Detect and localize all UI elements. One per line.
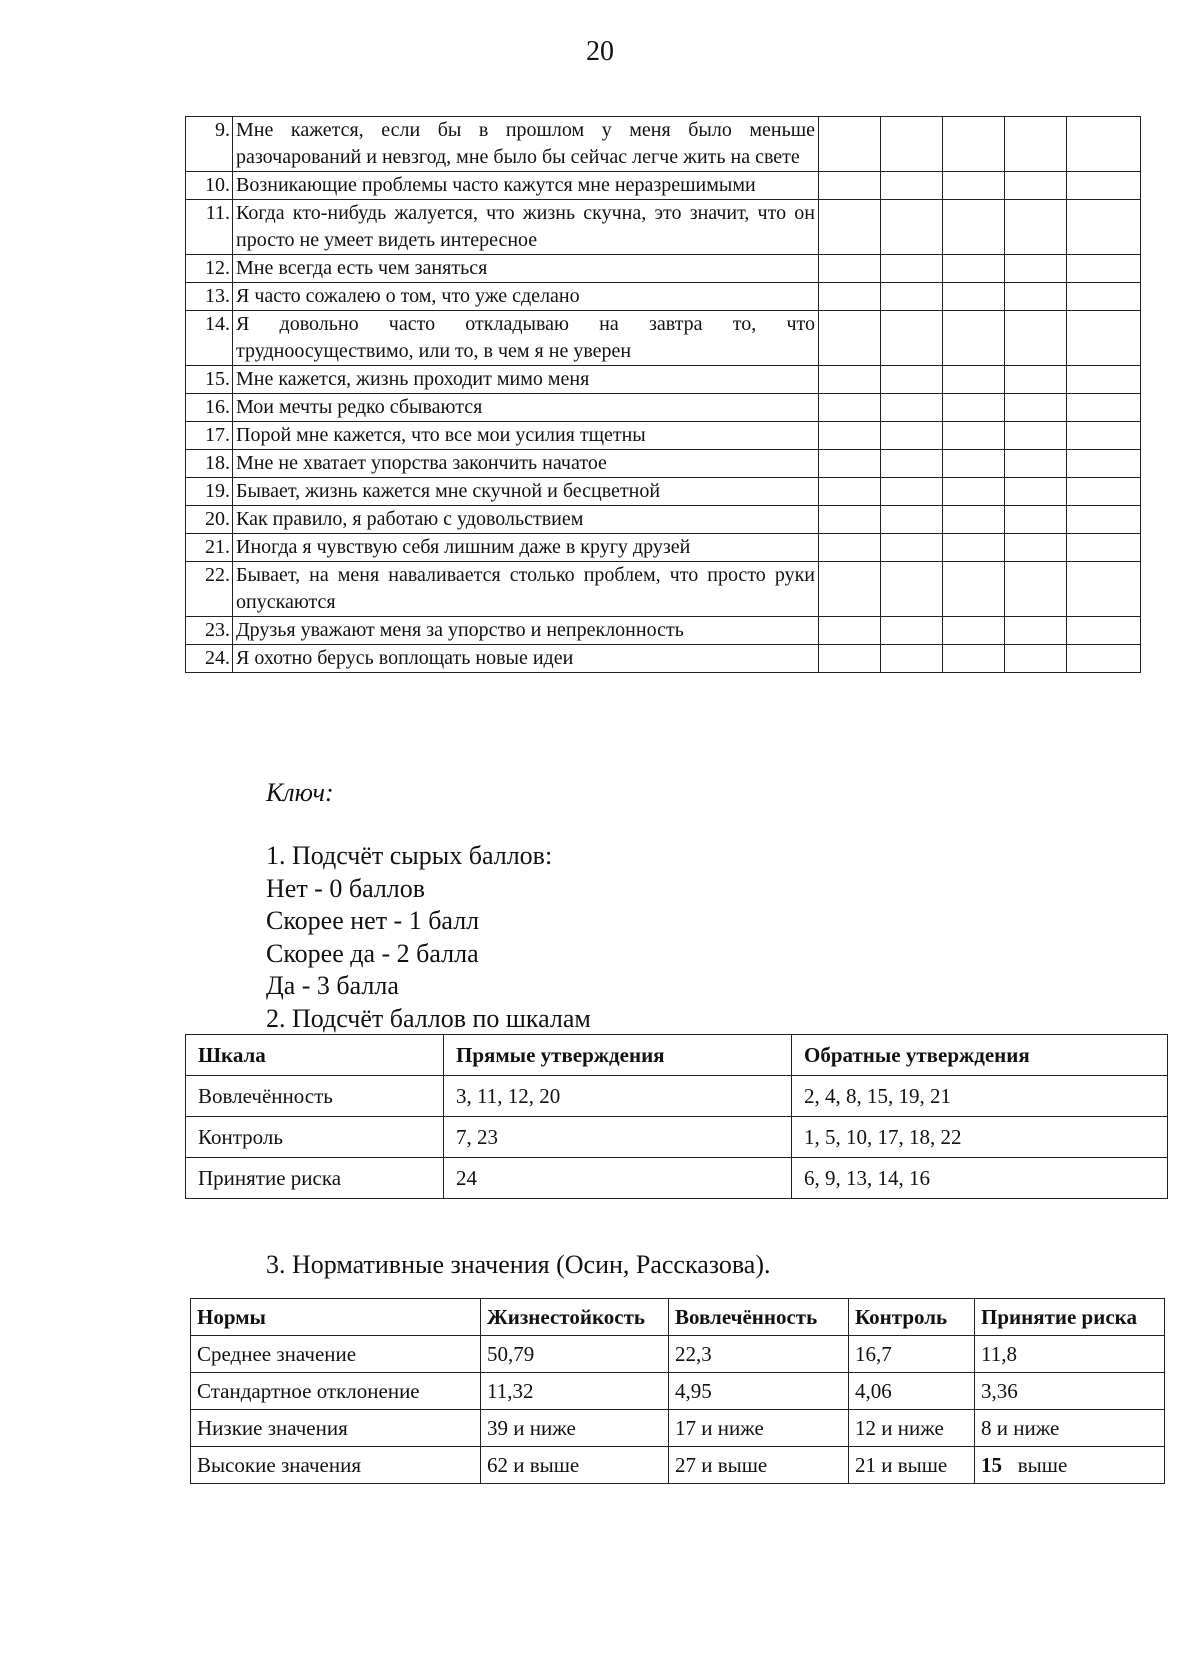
answer-cell bbox=[943, 366, 1005, 394]
question-number: 19. bbox=[186, 478, 233, 506]
answer-cell bbox=[943, 562, 1005, 617]
answer-cell bbox=[1005, 366, 1067, 394]
answer-cell bbox=[1005, 311, 1067, 366]
scales-cell: Контроль bbox=[186, 1117, 444, 1158]
answer-cell bbox=[943, 617, 1005, 645]
questionnaire-row bbox=[186, 283, 1141, 311]
question-text: Мои мечты редко сбываются bbox=[233, 394, 819, 422]
answer-cell bbox=[881, 422, 943, 450]
questionnaire-row bbox=[186, 450, 1141, 478]
questionnaire-row bbox=[186, 255, 1141, 283]
answer-cell bbox=[1067, 534, 1141, 562]
key-step-2: 2. Подсчёт баллов по шкалам bbox=[266, 1003, 591, 1033]
scales-cell: 24 bbox=[444, 1158, 792, 1199]
scales-row bbox=[186, 1117, 1168, 1158]
scales-cell: 7, 23 bbox=[444, 1117, 792, 1158]
answer-cell bbox=[881, 172, 943, 200]
question-number: 23. bbox=[186, 617, 233, 645]
answer-cell bbox=[1005, 450, 1067, 478]
question-number: 12. bbox=[186, 255, 233, 283]
question-text: Мне всегда есть чем заняться bbox=[233, 255, 819, 283]
answer-cell bbox=[1005, 645, 1067, 673]
answer-cell bbox=[1067, 450, 1141, 478]
scales-header-cell: Прямые утверждения bbox=[444, 1035, 792, 1076]
answer-cell bbox=[819, 117, 881, 172]
answer-cell bbox=[1005, 200, 1067, 255]
answer-cell bbox=[1067, 255, 1141, 283]
questionnaire-row bbox=[186, 394, 1141, 422]
questionnaire-row bbox=[186, 172, 1141, 200]
answer-cell bbox=[943, 394, 1005, 422]
answer-cell bbox=[881, 645, 943, 673]
answer-cell bbox=[819, 200, 881, 255]
answer-cell bbox=[1005, 394, 1067, 422]
questionnaire-row bbox=[186, 117, 1141, 172]
key-step-1: 1. Подсчёт сырых баллов: bbox=[266, 841, 553, 870]
answer-cell bbox=[1067, 172, 1141, 200]
norms-header-cell: Нормы bbox=[191, 1299, 481, 1336]
question-number: 15. bbox=[186, 366, 233, 394]
key-title: Ключ: bbox=[266, 778, 334, 807]
answer-cell bbox=[819, 506, 881, 534]
scales-table bbox=[185, 1034, 1168, 1199]
question-text: Бывает, на меня наваливается столько проблем, что просто руки опускаются bbox=[233, 562, 819, 617]
questionnaire-row bbox=[186, 200, 1141, 255]
answer-cell bbox=[1005, 617, 1067, 645]
norms-cell: 39 и ниже bbox=[481, 1410, 669, 1447]
answer-cell bbox=[1067, 283, 1141, 311]
norms-row bbox=[191, 1373, 1165, 1410]
answer-cell bbox=[1005, 562, 1067, 617]
question-number: 20. bbox=[186, 506, 233, 534]
answer-cell bbox=[881, 617, 943, 645]
norms-row bbox=[191, 1447, 1165, 1484]
answer-cell bbox=[881, 283, 943, 311]
question-number: 22. bbox=[186, 562, 233, 617]
answer-cell bbox=[943, 422, 1005, 450]
answer-cell bbox=[1067, 506, 1141, 534]
question-text: Я охотно берусь воплощать новые идеи bbox=[233, 645, 819, 673]
answer-cell bbox=[1005, 283, 1067, 311]
norms-cell: 3,36 bbox=[975, 1373, 1165, 1410]
norms-high-risk-value: 15 bbox=[981, 1452, 1002, 1477]
norms-cell bbox=[975, 1447, 1165, 1484]
answer-cell bbox=[819, 422, 881, 450]
question-text: Как правило, я работаю с удовольствием bbox=[233, 506, 819, 534]
answer-cell bbox=[1067, 562, 1141, 617]
norms-high-risk-suffix: выше bbox=[1017, 1452, 1068, 1477]
answer-cell bbox=[1067, 478, 1141, 506]
questionnaire-row bbox=[186, 506, 1141, 534]
questionnaire-row bbox=[186, 422, 1141, 450]
answer-cell bbox=[943, 283, 1005, 311]
scales-cell: 2, 4, 8, 15, 19, 21 bbox=[792, 1076, 1168, 1117]
norms-title: 3. Нормативные значения (Осин, Рассказова). bbox=[266, 1250, 771, 1279]
question-text: Бывает, жизнь кажется мне скучной и бесцветной bbox=[233, 478, 819, 506]
answer-cell bbox=[1005, 172, 1067, 200]
questionnaire-row bbox=[186, 534, 1141, 562]
norms-cell: 27 и выше bbox=[669, 1447, 849, 1484]
answer-cell bbox=[819, 255, 881, 283]
answer-cell bbox=[1005, 534, 1067, 562]
norms-cell: 11,8 bbox=[975, 1336, 1165, 1373]
answer-cell bbox=[881, 450, 943, 478]
answer-cell bbox=[943, 255, 1005, 283]
scales-cell: Принятие риска bbox=[186, 1158, 444, 1199]
norms-header-cell: Контроль bbox=[849, 1299, 975, 1336]
question-text: Мне кажется, если бы в прошлом у меня было меньше разочарований и невзгод, мне было бы сейчас легче жить на свете bbox=[233, 117, 819, 172]
answer-cell bbox=[1067, 645, 1141, 673]
answer-cell bbox=[819, 645, 881, 673]
answer-cell bbox=[943, 534, 1005, 562]
page-number: 20 bbox=[586, 36, 614, 67]
scales-cell: 1, 5, 10, 17, 18, 22 bbox=[792, 1117, 1168, 1158]
question-number: 16. bbox=[186, 394, 233, 422]
answer-cell bbox=[819, 534, 881, 562]
key-score-rather-yes: Скорее да - 2 балла bbox=[266, 938, 479, 968]
question-text: Возникающие проблемы часто кажутся мне неразрешимыми bbox=[233, 172, 819, 200]
answer-cell bbox=[1067, 200, 1141, 255]
answer-cell bbox=[881, 200, 943, 255]
answer-cell bbox=[943, 478, 1005, 506]
question-number: 10. bbox=[186, 172, 233, 200]
norms-cell: 4,06 bbox=[849, 1373, 975, 1410]
answer-cell bbox=[819, 366, 881, 394]
question-number: 21. bbox=[186, 534, 233, 562]
question-text: Мне кажется, жизнь проходит мимо меня bbox=[233, 366, 819, 394]
norms-cell: Высокие значения bbox=[191, 1447, 481, 1484]
question-number: 9. bbox=[186, 117, 233, 172]
norms-header-cell: Жизнестойкость bbox=[481, 1299, 669, 1336]
answer-cell bbox=[1005, 506, 1067, 534]
answer-cell bbox=[1067, 617, 1141, 645]
answer-cell bbox=[881, 366, 943, 394]
question-text: Мне не хватает упорства закончить начатое bbox=[233, 450, 819, 478]
question-text: Я часто сожалею о том, что уже сделано bbox=[233, 283, 819, 311]
scales-cell: 3, 11, 12, 20 bbox=[444, 1076, 792, 1117]
answer-cell bbox=[943, 506, 1005, 534]
questionnaire-row bbox=[186, 617, 1141, 645]
answer-cell bbox=[881, 478, 943, 506]
answer-cell bbox=[943, 200, 1005, 255]
norms-cell: 22,3 bbox=[669, 1336, 849, 1373]
key-score-yes: Да - 3 балла bbox=[266, 971, 399, 1000]
question-text: Когда кто-нибудь жалуется, что жизнь скучна, это значит, что он просто не умеет видеть интересное bbox=[233, 200, 819, 255]
question-number: 14. bbox=[186, 311, 233, 366]
answer-cell bbox=[819, 478, 881, 506]
answer-cell bbox=[819, 562, 881, 617]
scales-header-cell: Шкала bbox=[186, 1035, 444, 1076]
answer-cell bbox=[943, 311, 1005, 366]
questionnaire-row bbox=[186, 366, 1141, 394]
answer-cell bbox=[819, 394, 881, 422]
scales-cell: 6, 9, 13, 14, 16 bbox=[792, 1158, 1168, 1199]
question-text: Порой мне кажется, что все мои усилия тщетны bbox=[233, 422, 819, 450]
answer-cell bbox=[1067, 394, 1141, 422]
answer-cell bbox=[1067, 422, 1141, 450]
answer-cell bbox=[1005, 422, 1067, 450]
norms-cell: 21 и выше bbox=[849, 1447, 975, 1484]
key-score-no: Нет - 0 баллов bbox=[266, 873, 426, 903]
norms-table bbox=[190, 1298, 1165, 1484]
scales-header-row bbox=[186, 1035, 1168, 1076]
norms-cell: 12 и ниже bbox=[849, 1410, 975, 1447]
norms-row bbox=[191, 1336, 1165, 1373]
question-number: 17. bbox=[186, 422, 233, 450]
answer-cell bbox=[819, 450, 881, 478]
answer-cell bbox=[1005, 255, 1067, 283]
answer-cell bbox=[881, 534, 943, 562]
norms-cell: 62 и выше bbox=[481, 1447, 669, 1484]
questionnaire-row bbox=[186, 478, 1141, 506]
norms-header-row bbox=[191, 1299, 1165, 1336]
answer-cell bbox=[1067, 311, 1141, 366]
norms-header-cell: Принятие риска bbox=[975, 1299, 1165, 1336]
question-text: Иногда я чувствую себя лишним даже в кругу друзей bbox=[233, 534, 819, 562]
scales-cell: Вовлечённость bbox=[186, 1076, 444, 1117]
questionnaire-row bbox=[186, 645, 1141, 673]
scales-header-cell: Обратные утверждения bbox=[792, 1035, 1168, 1076]
question-text: Я довольно часто откладываю на завтра то, что трудноосуществимо, или то, в чем я не уверен bbox=[233, 311, 819, 366]
question-text: Друзья уважают меня за упорство и непреклонность bbox=[233, 617, 819, 645]
answer-cell bbox=[819, 283, 881, 311]
question-number: 11. bbox=[186, 200, 233, 255]
answer-cell bbox=[819, 172, 881, 200]
key-instructions bbox=[266, 840, 591, 1035]
question-number: 24. bbox=[186, 645, 233, 673]
norms-cell: 17 и ниже bbox=[669, 1410, 849, 1447]
norms-cell: 4,95 bbox=[669, 1373, 849, 1410]
answer-cell bbox=[1005, 117, 1067, 172]
questionnaire-row bbox=[186, 562, 1141, 617]
norms-cell: 8 и ниже bbox=[975, 1410, 1165, 1447]
questionnaire-table bbox=[185, 116, 1141, 673]
answer-cell bbox=[881, 394, 943, 422]
answer-cell bbox=[943, 172, 1005, 200]
scales-row bbox=[186, 1076, 1168, 1117]
norms-cell: Низкие значения bbox=[191, 1410, 481, 1447]
norms-header-cell: Вовлечённость bbox=[669, 1299, 849, 1336]
answer-cell bbox=[881, 506, 943, 534]
answer-cell bbox=[1067, 366, 1141, 394]
norms-cell: 16,7 bbox=[849, 1336, 975, 1373]
key-score-rather-no: Скорее нет - 1 балл bbox=[266, 906, 480, 935]
answer-cell bbox=[1067, 117, 1141, 172]
answer-cell bbox=[881, 311, 943, 366]
norms-cell: Среднее значение bbox=[191, 1336, 481, 1373]
norms-cell: Стандартное отклонение bbox=[191, 1373, 481, 1410]
answer-cell bbox=[881, 255, 943, 283]
norms-cell: 50,79 bbox=[481, 1336, 669, 1373]
question-number: 13. bbox=[186, 283, 233, 311]
answer-cell bbox=[943, 117, 1005, 172]
question-number: 18. bbox=[186, 450, 233, 478]
norms-cell: 11,32 bbox=[481, 1373, 669, 1410]
answer-cell bbox=[943, 450, 1005, 478]
questionnaire-row bbox=[186, 311, 1141, 366]
answer-cell bbox=[881, 562, 943, 617]
answer-cell bbox=[881, 117, 943, 172]
answer-cell bbox=[943, 645, 1005, 673]
scales-row bbox=[186, 1158, 1168, 1199]
norms-row bbox=[191, 1410, 1165, 1447]
answer-cell bbox=[819, 617, 881, 645]
answer-cell bbox=[1005, 478, 1067, 506]
answer-cell bbox=[819, 311, 881, 366]
